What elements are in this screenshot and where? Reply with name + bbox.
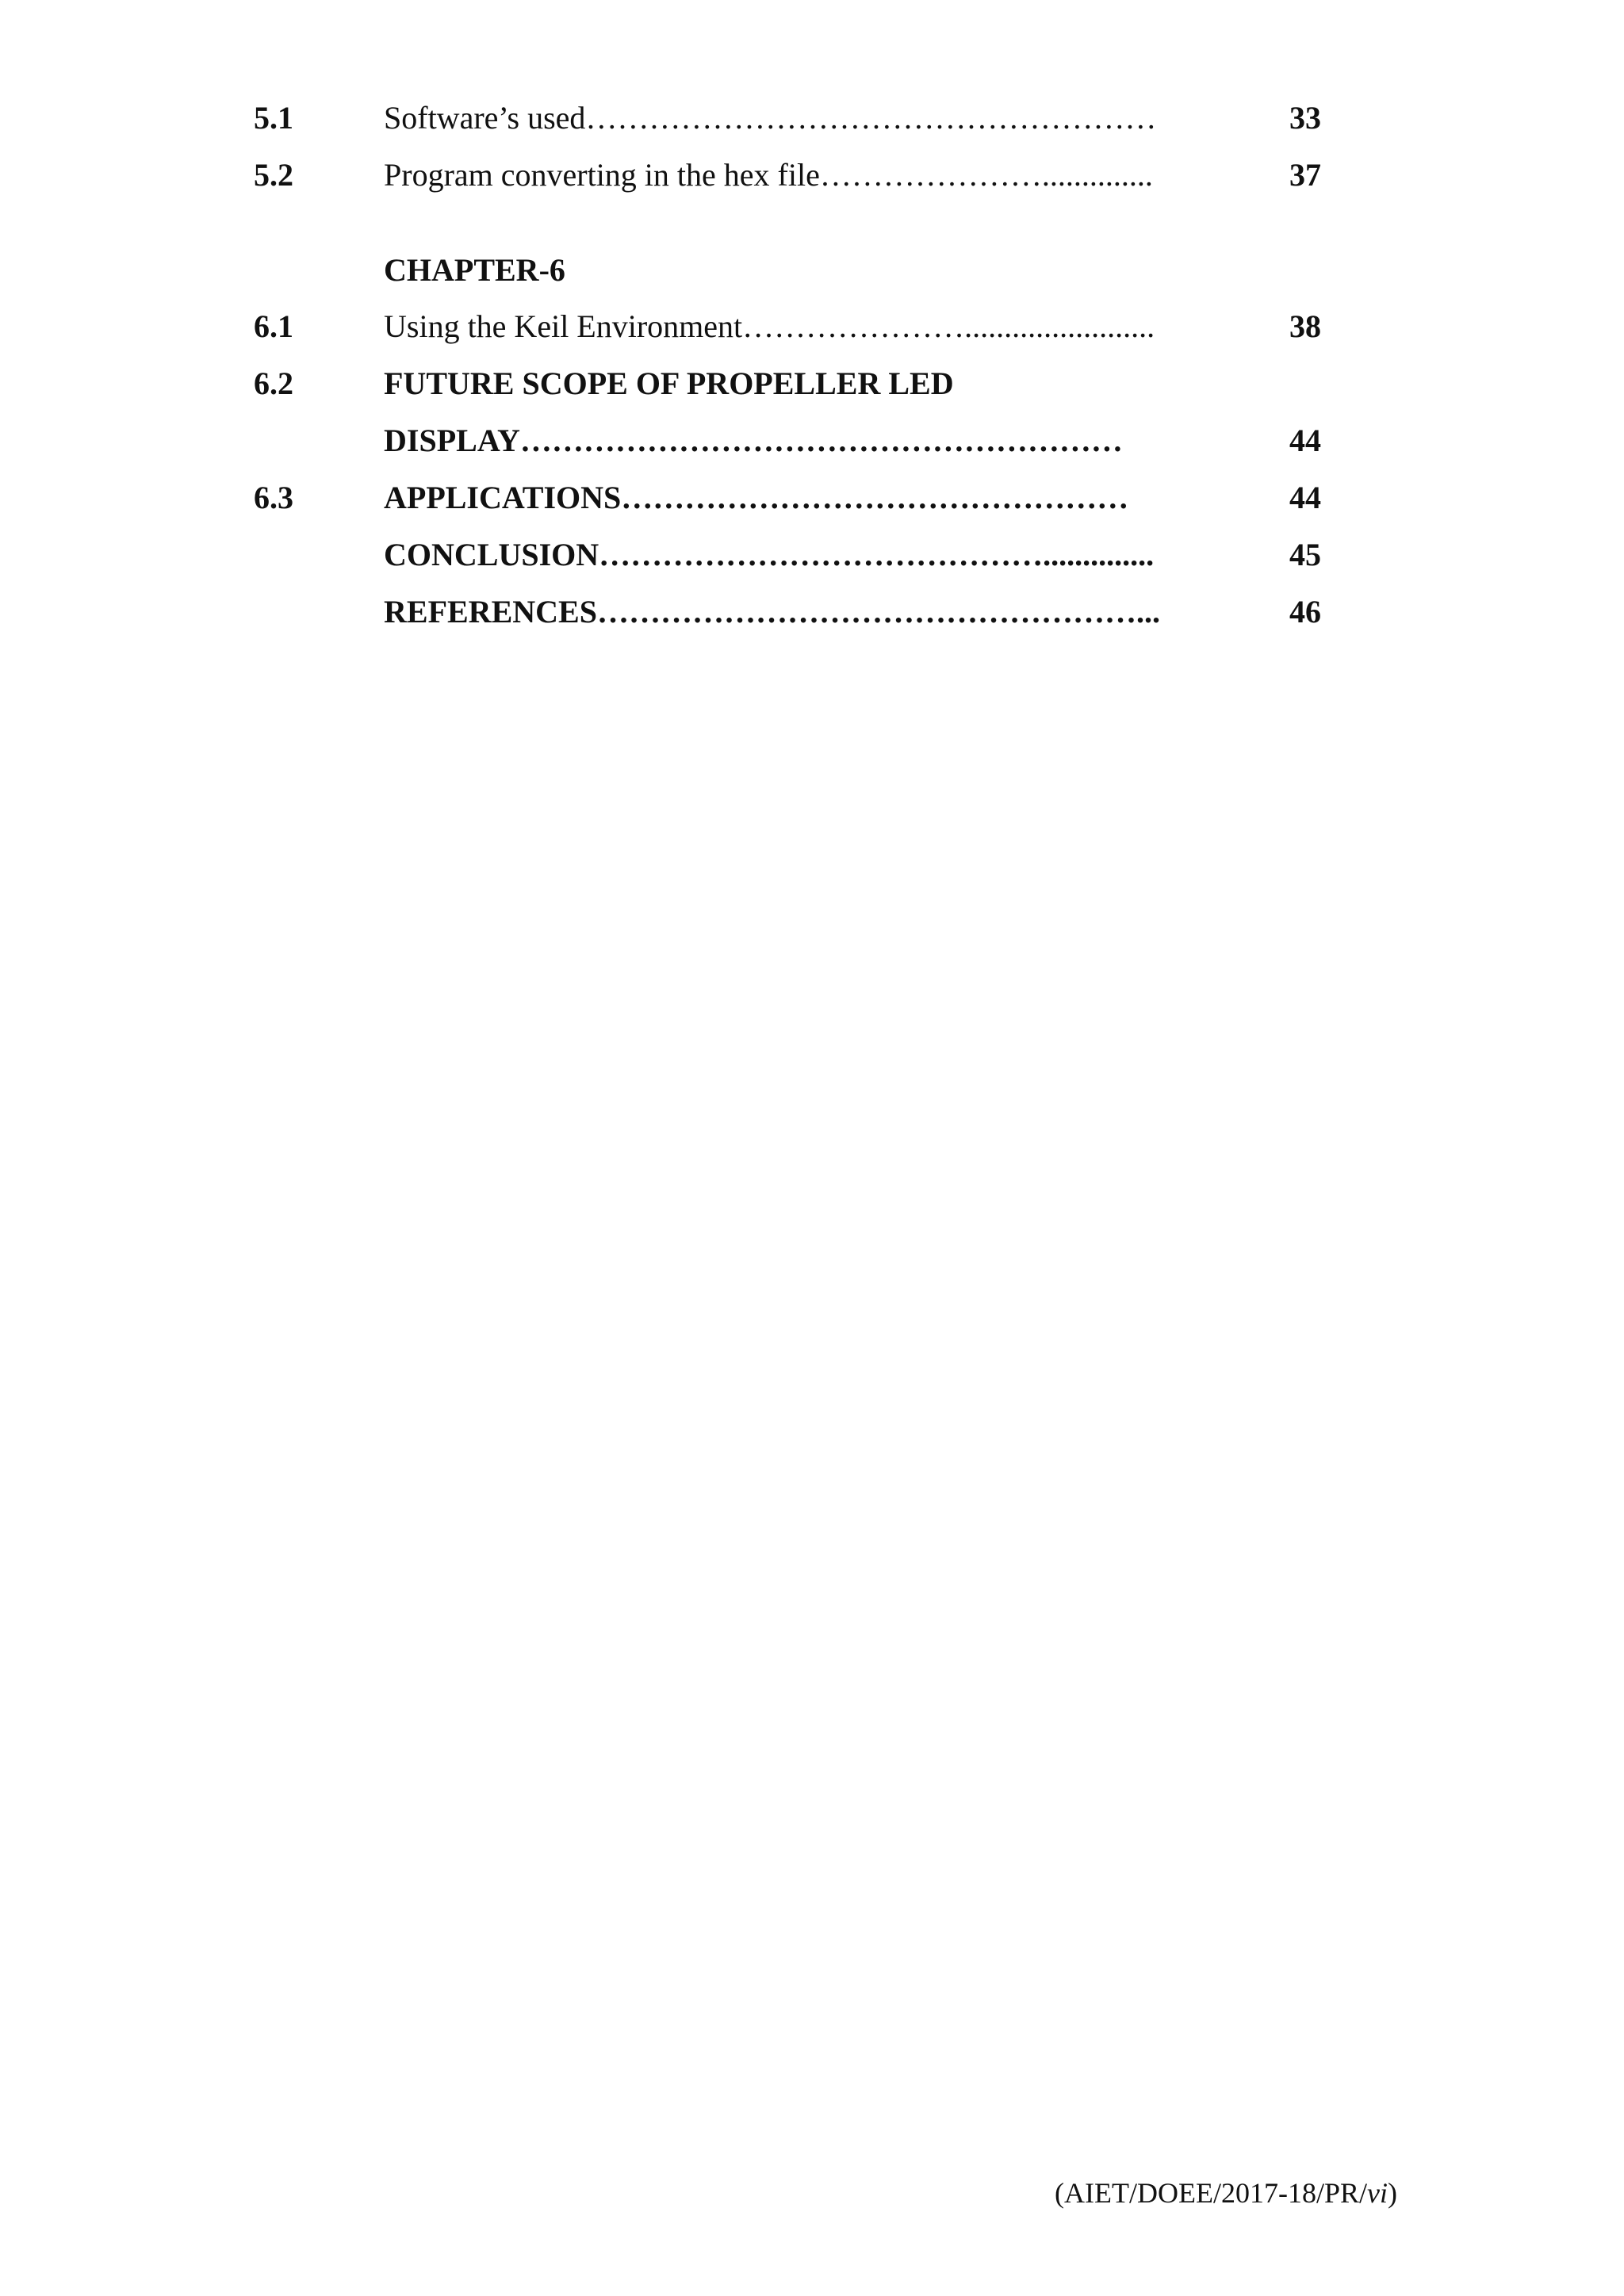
toc-entry-title: FUTURE SCOPE OF PROPELLER LED xyxy=(384,365,954,401)
toc-entry-6-3 xyxy=(0,469,1624,526)
toc-entry-title: Using the Keil Environment…………………........................ xyxy=(384,308,1155,344)
toc-entry-number: 5.1 xyxy=(254,100,293,136)
toc-entry-number: 6.1 xyxy=(254,308,293,344)
footer-page-number: vi xyxy=(1367,2177,1388,2209)
toc-entry-page: 45 xyxy=(1289,537,1321,572)
toc-entry-references xyxy=(0,584,1624,641)
toc-entry-number: 6.2 xyxy=(254,365,293,401)
toc-entry-5-2 xyxy=(0,147,1624,204)
toc-entry-title: Program converting in the hex file………………….............. xyxy=(384,157,1153,193)
toc-entry-6-1 xyxy=(0,298,1624,355)
chapter-heading: CHAPTER-6 xyxy=(384,252,565,288)
toc-entry-page: 44 xyxy=(1289,480,1321,515)
toc-entry-title: REFERENCES……………………………………………... xyxy=(384,594,1160,629)
toc-entry-title: Software’s used……………………………………………… xyxy=(384,100,1157,136)
toc-entry-title: APPLICATIONS………………………………………… xyxy=(384,480,1129,515)
toc-entry-page: 46 xyxy=(1289,594,1321,629)
toc-entry-page: 44 xyxy=(1289,423,1321,458)
toc-entry-page: 33 xyxy=(1289,100,1321,136)
toc-entry-title: CONCLUSION…………………………………….............. xyxy=(384,537,1155,572)
toc-entry-page: 38 xyxy=(1289,308,1321,344)
toc-entry-title: DISPLAY………………………………………………… xyxy=(384,423,1123,458)
footer-prefix: (AIET/DOEE/2017-18/PR/ xyxy=(1055,2177,1368,2209)
toc-entry-5-1 xyxy=(0,90,1624,147)
toc-entry-page: 37 xyxy=(1289,157,1321,193)
footer-suffix: ) xyxy=(1388,2177,1397,2209)
toc-entry-6-2 xyxy=(0,355,1624,412)
toc-entry-number: 5.2 xyxy=(254,157,293,193)
toc-chapter-6-heading xyxy=(0,242,1624,299)
toc-entry-conclusion xyxy=(0,526,1624,584)
page-footer xyxy=(1055,2171,1397,2215)
toc-entry-number: 6.3 xyxy=(254,480,293,515)
toc-entry-6-2-continued xyxy=(0,412,1624,469)
